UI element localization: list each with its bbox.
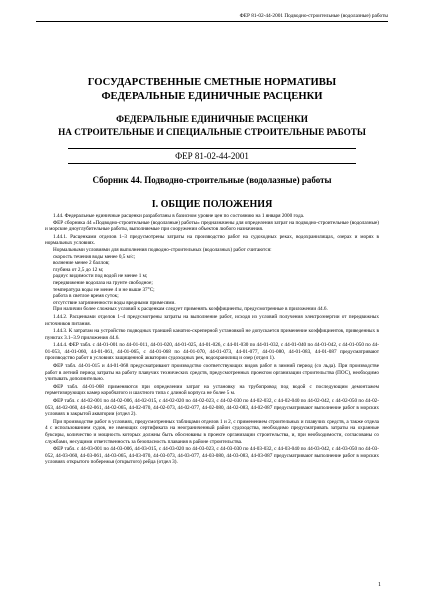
body-text <box>45 213 379 466</box>
paragraph: При наличии более сложных условий к расценкам следует применять коэффициенты, предусмотренные в приложении 44.6. <box>53 306 328 313</box>
list-item: отсутствие загрязненности воды вредными примесями. <box>53 299 176 306</box>
subtitle-line-1: ФЕДЕРАЛЬНЫЕ ЕДИНИЧНЫЕ РАСЦЕНКИ <box>116 114 308 124</box>
list-item: работа в светлое время суток; <box>53 293 119 300</box>
paragraph: 1.44.2. Расценками отделов 1–4 предусмотрены затраты на выполнение работ, исходя из условий получения электроэнергии от передвижных источников питания. <box>45 313 379 327</box>
main-title-line-2: ФЕДЕРАЛЬНЫЕ ЕДИНИЧНЫЕ РАСЦЕНКИ <box>101 91 323 102</box>
main-title-line-1: ГОСУДАРСТВЕННЫЕ СМЕТНЫЕ НОРМАТИВЫ <box>87 77 337 88</box>
paragraph: ФЕР табл. 44-01-068 применяются при определении затрат на установку на трубопровод под водой с последующим демонтажем герметизирующих камер коробчатого и шахтного типа с длиной корпуса не более 5 м. <box>45 383 379 397</box>
page-number: 1 <box>378 582 381 588</box>
paragraph: ФЕР табл. с 44-03-001 по 44-03-006, 44-03-015, с 44-03-020 по 44-03-023, с 44-03-030 по 44-03-032, с 44-03-040 по 44-03-042, с 44-03-050 по 44-03-052, 44-03-060, 44-03-061, 44-03-065, 44-03-070, 44-03-073, 44-03-077, 44-03-080, 44-03-083, 44-03-087 предусматривают выполнение работ в морских условиях открытого побережья (открытого) рейда (отдел 3). <box>45 446 379 466</box>
page-header: ФЕР 81-02-44-2001 Подводно-строительные (водолазные) работы <box>36 13 388 22</box>
document-code: ФЕР 81-02-44-2001 <box>68 148 356 164</box>
paragraph: 1.44.3. К затратам на устройство подводных траншей канатно-скреперной установкой не допускается применение коэффициентов, приведенных в пунктах 3.1–3.9 приложения 44.6. <box>45 328 379 341</box>
paragraph: При производстве работ в условиях, предусмотренных таблицами отделов 1 и 2, с применением строительных и плавучих средств, а также отдела 4 с использованием судов, не имеющих сертификата на неограниченный район судоходства, необходимо предусматривать затраты на охранные буксиры, количество и мощность которых должны быть обоснованы в проекте организации строительства, и, при необходимости, согласованы со службами, несущими ответственность за безопасность плавания в районе строительства. <box>45 418 379 445</box>
main-title <box>24 76 400 104</box>
subtitle <box>24 113 400 138</box>
list-item: температура воды не менее 4 и не выше 37°C; <box>53 286 155 293</box>
paragraph: 1.44.1. Расценками отделов 1–3 предусмотрены затраты на производство работ на судоходных реках, водохранилищах, озерах и морях в нормальных условиях. <box>45 233 379 247</box>
list-item: передвижение водолаза на грунте свободное; <box>53 279 153 286</box>
list-item: радиус видимости под водой не менее 1 м; <box>53 273 148 280</box>
paragraph: 1.44. Федеральные единичные расценки разработаны в базисном уровне цен по состоянию на 1 января 2000 года. <box>53 213 305 219</box>
paragraph: ФЕР сборника 44 «Подводно-строительные (водолазные) работы» предназначены для определения затрат на подводно-строительные (водолазные) и морские дноуглубительные работы, выполняемые при сооружении объектов любого назначения. <box>45 219 379 233</box>
list-item: глубина от 2,5 до 12 м; <box>53 266 104 273</box>
list-item: волнение менее 2 баллов; <box>53 260 110 267</box>
paragraph: 1.44.4. ФЕР табл. с 44-01-001 по 44-01-011, 44-01-020, 44-01-025, 44-01-026, с 44-01-030 по 44-01-032, с 44-01-040 по 44-01-042, с 44-01-050 по 44-01-053, 44-01-060, 44-01-061, 44-01-065, с 44-01-068 по 44-01-070, 44-01-073, 44-01-077, 44-01-080, 44-01-083, 44-01-087 предусматривают производство работ в условиях защищенной акватории судоходных рек, водохранилищ и озер (отдел 1). <box>45 342 379 362</box>
section-title: I. ОБЩИЕ ПОЛОЖЕНИЯ <box>151 199 273 210</box>
paragraph: ФЕР табл. 44-01-015 и 44-01-068 предусматривают производство соответствующих видов работ в зимний период (со льда). При производстве работ в летний период затраты на работу плавучих технических средств, предусмотренных проектом организации строительства (ПОС), необходимо учитывать дополнительно. <box>45 363 379 383</box>
collection-title: Сборник 44. Подводно-строительные (водолазные) работы <box>92 175 332 185</box>
paragraph: Нормальными условиями для выполнения подводно-строительных (водолазных) работ считаются: <box>53 246 272 253</box>
list-item: скорость течения воды менее 0,5 м/с; <box>53 253 136 260</box>
subtitle-line-2: НА СТРОИТЕЛЬНЫЕ И СПЕЦИАЛЬНЫЕ СТРОИТЕЛЬНЫЕ РАБОТЫ <box>58 126 366 137</box>
paragraph: ФЕР табл. с 44-02-001 по 44-02-006, 44-02-015, с 44-02-020 по 44-02-023, с 44-02-030 по 44-02-032, с 44-02-040 по 44-02-042, с 44-02-050 по 44-02-053, 44-02-060, 44-02-061, 44-02-065, 44-02-070, 44-02-073, 44-02-077, 44-02-080, 44-02-083, 44-02-087 предусматривают выполнение работ в морских условиях в закрытой акватории (отдел 2). <box>45 398 379 418</box>
